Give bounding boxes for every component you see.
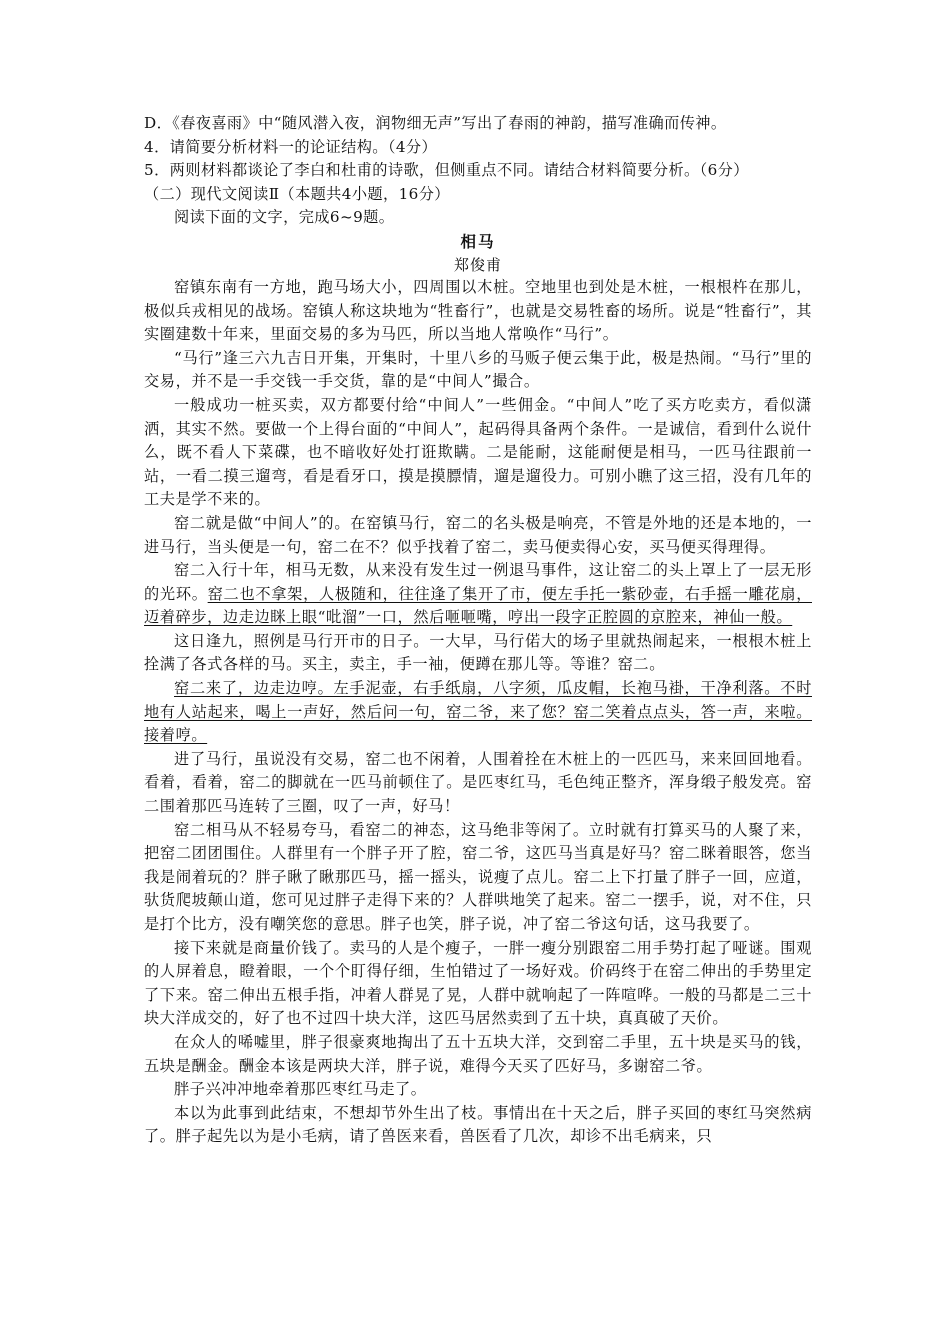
paragraph-7-underlined: 窑二来了，边走边哼。左手泥壶，右手纸扇，八字须，瓜皮帽，长袍马褂，干净利落。不时地有人站起来，喝上一声好，然后问一句，窑二爷，来了您？窑二笑着点点头，答一声，来啦。接着哼。	[144, 679, 812, 745]
paragraph-10: 接下来就是商量价钱了。卖马的人是个瘦子，一胖一瘦分别跟窑二用手势打起了哑谜。围观的人屏着息，瞪着眼，一个个盯得仔细，生怕错过了一场好戏。价码终于在窑二伸出的手势里定了下来。窑二伸出五根手指，冲着人群晃了晃，人群中就响起了一阵喧哗。一般的马都是二三十块大洋成交的，好了也不过四十块大洋，这匹马居然卖到了五十块，真真破了天价。	[144, 938, 812, 1028]
paragraph-3: 一般成功一桩买卖，双方都要付给“中间人”一些佣金。“中间人”吃了买方吃卖方，看似潇洒，其实不然。要做一个上得台面的“中间人”，起码得具备两个条件。一是诚信，看到什么说什么，既不看人下菜碟，也不暗收好处打诳欺瞒。二是能耐，这能耐便是相马，一匹马往跟前一站，一看二摸三遛弯，看是看牙口，摸是摸膘情，遛是遛役力。可别小瞧了这三招，没有几年的工夫是学不来的。	[144, 395, 812, 509]
paragraph-5-text: 窑二入行十年，相马无数，从来没有发生过一例退马事件，这让窑二的头上罩上了一层无形的光环。	[144, 561, 812, 603]
section-heading: （二）现代文阅读Ⅱ（本题共4小题，16分）	[144, 184, 450, 203]
reading-instruction: 阅读下面的文字，完成6~9题。	[174, 208, 395, 227]
paragraph-5-underlined: 窑二也不拿架，人极随和，往往逢了集开了市，便左手托一紫砂壶，右手摇一雕花扇，迈着碎步，边走边眯上眼“吡溜”一口，然后咂咂嘴，哼出一段字正腔圆的京腔来，神仙一般。	[144, 584, 812, 627]
paragraph-1: 窑镇东南有一方地，跑马场大小，四周围以木桩。空地里也到处是木桩，一根根杵在那儿，极似兵戎相见的战场。窑镇人称这块地为“牲畜行”，也就是交易牲畜的场所。说是“牲畜行”，其实圈建数十年来，里面交易的多为马匹，所以当地人常唤作“马行”。	[144, 277, 812, 344]
paragraph-9: 窑二相马从不轻易夸马，看窑二的神态，这马绝非等闲了。立时就有打算买马的人聚了来，把窑二团团围住。人群里有一个胖子开了腔，窑二爷，这匹马当真是好马？窑二眯着眼答，您当我是闹着玩的？胖子瞅了瞅那匹马，摇一摇头，说瘦了点儿。窑二上下打量了胖子一回，应道，驮货爬坡颠山道，您可见过胖子走得下来的？人群哄地笑了起来。窑二一摆手，说，对不住，只是打个比方，没有嘲笑您的意思。胖子也笑，胖子说，冲了窑二爷这句话，这马我要了。	[144, 820, 812, 933]
paragraph-5	[144, 559, 812, 630]
article-author: 郑俊甫	[453, 255, 502, 274]
option-d: D．《春夜喜雨》中“随风潜入夜，润物细无声”写出了春雨的神韵，描写准确而传神。	[144, 114, 727, 132]
paragraph-12: 胖子兴冲冲地牵着那匹枣红马走了。	[174, 1080, 427, 1099]
paragraph-4: 窑二就是做“中间人”的。在窑镇马行，窑二的名头极是响亮，不管是外地的还是本地的，一进马行，当头便是一句，窑二在不？似乎找着了窑二，卖马便卖得心安，买马便买得理得。	[144, 513, 812, 556]
question-5: 5．两则材料都谈论了李白和杜甫的诗歌，但侧重点不同。请结合材料简要分析。（6分）	[144, 161, 749, 180]
paragraph-2: “马行”逢三六九吉日开集，开集时，十里八乡的马贩子便云集于此，极是热闹。“马行”里的交易，并不是一手交钱一手交货，靠的是“中间人”撮合。	[144, 348, 812, 391]
paragraph-6: 这日逢九，照例是马行开市的日子。一大早，马行偌大的场子里就热闹起来，一根根木桩上拴满了各式各样的马。买主，卖主，手一袖，便蹲在那儿等。等谁？窑二。	[144, 631, 812, 674]
paragraph-11: 在众人的唏嘘里，胖子很豪爽地掏出了五十五块大洋，交到窑二手里，五十块是买马的钱，五块是酬金。酬金本该是两块大洋，胖子说，难得今天买了匹好马，多谢窑二爷。	[144, 1032, 812, 1075]
question-4: 4．请简要分析材料一的论证结构。（4分）	[144, 137, 438, 156]
page	[144, 112, 812, 1149]
article-title: 相马	[460, 231, 496, 251]
paragraph-8: 进了马行，虽说没有交易，窑二也不闲着，人围着拴在木桩上的一匹匹马，来来回回地看。看着，看着，窑二的脚就在一匹马前顿住了。是匹枣红马，毛色纯正整齐，浑身缎子般发亮。窑二围着那匹马连转了三圈，叹了一声，好马！	[144, 749, 812, 816]
paragraph-13: 本以为此事到此结束，不想却节外生出了枝。事情出在十天之后，胖子买回的枣红马突然病了。胖子起先以为是小毛病，请了兽医来看，兽医看了几次，却诊不出毛病来，只	[144, 1103, 812, 1146]
paragraph-7	[144, 677, 812, 748]
